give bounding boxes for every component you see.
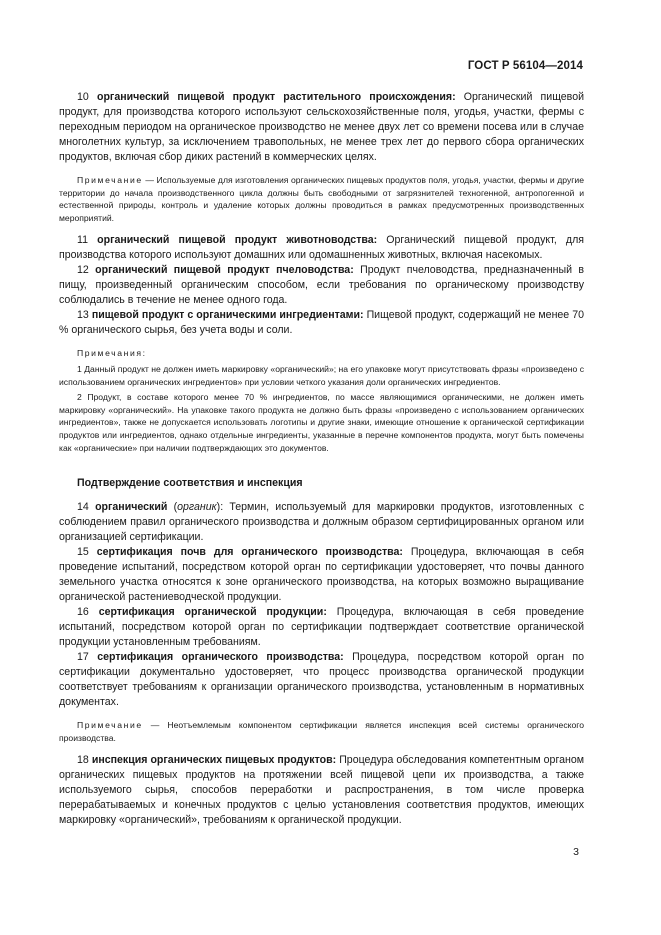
note-term-17 — [59, 719, 584, 744]
term-definition: Органический пищевой продукт, для производства которого используют сельскохозяйственные поля, угодья, участки, фермы с переходным периодом на органическое производство не менее двух лет со времени посева или в случае многолетних культур, за исключением травопольных, не менее трех лет до первого сбора органических продуктов, включая сбор диких растений в коммерческих целях. — [59, 91, 585, 163]
term-definition: Процедура, посредством которой орган по сертификации документально удостоверяет, что процесс производства органической продукции соответствует требованиям к организации органического производства, установленным в нормативных документах. — [59, 651, 584, 709]
note-label: Примечание — [77, 175, 143, 185]
term-10 — [59, 90, 584, 165]
term-18 — [59, 753, 584, 828]
term-definition: Процедура, включающая в себя проведение испытаний, посредством которой орган по сертификации подтверждает соответствие органической продукции установленным требованиям. — [59, 606, 585, 649]
term-13 — [59, 308, 584, 338]
term-name: органический пищевой продукт пчеловодства: — [95, 264, 354, 277]
term-foreign-equivalent: органик — [177, 501, 217, 514]
term-name: органический пищевой продукт растительного происхождения: — [96, 91, 456, 103]
term-definition: Процедура обследования компетентным органом органических пищевых продуктов на протяжении всей пищевой цепи их производства, а также используемого сырья, способов переработки и распространения, в том числе проверка перерабатываемых и конечных продуктов с целью установления соответствия продуктов, имеющих маркировку «органический», требованиям к органической продукции. — [59, 754, 584, 827]
term-name: органический — [95, 501, 168, 514]
standard-designation: ГОСТ Р 56104—2014 — [467, 60, 583, 72]
notes-title: Примечания: — [77, 348, 147, 359]
page-number: 3 — [573, 846, 579, 858]
term-name: сертификация органического производства: — [97, 651, 344, 664]
note-item-2: 2 Продукт, в составе которого менее 70 % ингредиентов, по массе являющимися органическими, не должен иметь маркировку «органический». На упаковке такого продукта не должно быть фразы «произведено с использованием органических ингредиентов», также не допускается использовать логотипы и другие знаки, имеющие отношение к органической сертификации продуктов или ингредиентов, однако отдельные ингредиенты, указанные в перечне компонентов продукта, могут быть помечены как «органические» при наличии подтверждающих это документов. — [59, 392, 584, 453]
term-definition: Процедура, включающая в себя проведение испытаний, посредством которой орган по сертификации удостоверяет, что почвы данного земельного участка относятся к зоне органического производства, на которых возможно выращивание органической растениеводческой продукции. — [59, 546, 584, 604]
term-definition: Продукт пчеловодства, предназначенный в пищу, произведенный органическим способом, если требования по органическому производству соблюдались в течение не менее одного года. — [59, 264, 584, 307]
term-number: 17 — [77, 651, 89, 664]
term-definition: Пищевой продукт, содержащий не менее 70 % органического сырья, без учета воды и соли. — [59, 309, 584, 337]
section-heading: Подтверждение соответствия и инспекция — [77, 477, 303, 490]
term-number: 18 — [77, 754, 89, 767]
term-17 — [59, 650, 584, 710]
term-14: 14 органический (органик): Термин, используемый для маркировки продуктов, изготовленных с соблюдением правил органического производства и должным образом сертифицированных органом или организацией сертификации. — [59, 501, 584, 544]
term-12 — [59, 263, 584, 308]
note-item-1: 1 Данный продукт не должен иметь маркировку «органический»; на его упаковке могут присутствовать фразы «произведено с использованием органических ингредиентов» при условии четкого указания доли органических ингредиентов. — [59, 363, 584, 387]
term-number: 14 — [77, 501, 89, 514]
term-definition: : Термин, используемый для маркировки продуктов, изготовленных с соблюдением правил органического производства и должным образом сертифицированных органом или организацией сертификации. — [59, 501, 584, 544]
term-number: 13 — [77, 309, 89, 322]
term-definition: Органический пищевой продукт, для производства которого используют домашних или одомашненных животных, включая насекомых. — [59, 234, 584, 262]
term-11 — [59, 233, 584, 263]
note-text: — Неотъемлемым компонентом сертификации является инспекция всей системы органического производства. — [59, 720, 584, 743]
note-term-10 — [59, 174, 584, 224]
term-name: инспекция органических пищевых продуктов: — [91, 754, 337, 767]
note-label: Примечание — [77, 720, 143, 731]
term-number: 12 — [77, 264, 89, 277]
term-name: сертификация почв для органического производства: — [96, 546, 403, 559]
document-body — [59, 90, 584, 828]
term-number: 11 — [77, 234, 88, 247]
term-number: 16 — [77, 606, 89, 619]
term-number: 10 — [77, 91, 89, 103]
term-name: сертификация органической продукции: — [98, 606, 327, 619]
term-number: 15 — [77, 546, 89, 559]
term-16 — [59, 605, 584, 650]
note-text: — Используемые для изготовления органических пищевых продуктов поля, угодья, участки, фермы и другие территории до начала производственного цикла должны быть свободными от загрязнителей техногенной, антропогенной и естественной природы, контроль и удаление которых должны проводиться в рамках предусмотренных производственных мероприятий. — [59, 175, 584, 223]
term-name: органический пищевой продукт животноводства: — [97, 234, 378, 247]
term-name: пищевой продукт с органическими ингредиентами: — [91, 309, 364, 322]
term-15 — [59, 545, 584, 605]
